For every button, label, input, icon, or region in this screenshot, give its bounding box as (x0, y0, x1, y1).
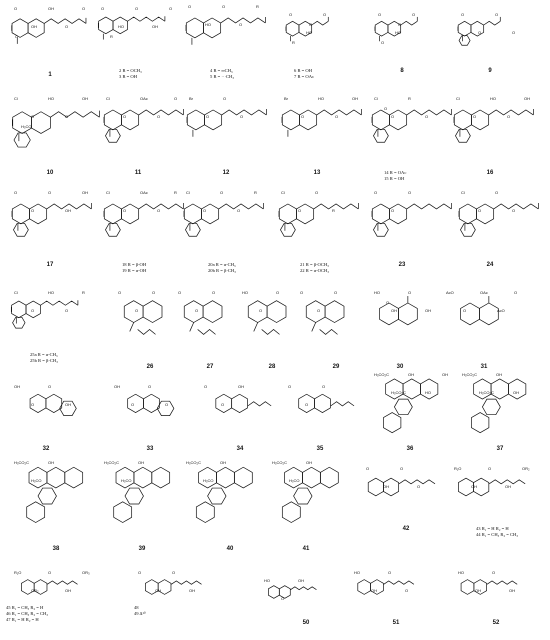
compound-number: 35 (316, 446, 324, 452)
atom-label: O (220, 190, 224, 195)
atom-label: O (65, 114, 69, 119)
compound-number: 34 (236, 446, 244, 452)
compound-number: 31 (480, 364, 488, 370)
atom-label: R₁O (454, 466, 462, 471)
atom-label: OH (114, 384, 120, 389)
atom-label: OH (220, 460, 226, 465)
compound-number: 52 (492, 620, 500, 626)
atom-label: OH (65, 208, 71, 213)
structure-c50 (258, 574, 346, 610)
structure-c31 (440, 286, 540, 348)
atom-label: O (123, 208, 127, 213)
atom-label: OH (371, 588, 377, 593)
atom-label: R (174, 190, 177, 195)
atom-label: O (221, 402, 225, 407)
atom-label: O (301, 114, 305, 119)
atom-label: O (157, 208, 161, 213)
structure-c42 (360, 462, 448, 512)
compound-number: 26 (146, 364, 154, 370)
atom-label: O (334, 290, 338, 295)
atom-label: O (298, 208, 302, 213)
compound-number: 10 (46, 170, 54, 176)
atom-label: H₃CO (203, 478, 214, 483)
compound-substituent-note: 21 R = β-OCH₃ (300, 262, 329, 267)
compound-number: 32 (42, 446, 50, 452)
atom-label: O (48, 384, 52, 389)
compound-number: 40 (226, 546, 234, 552)
atom-label: OH (48, 6, 54, 11)
atom-label: O (276, 290, 280, 295)
atom-label: O (223, 96, 227, 101)
atom-label: R (254, 190, 257, 195)
structure-c6 (283, 8, 345, 54)
atom-label: O (174, 96, 178, 101)
atom-label: Cl (461, 190, 465, 195)
atom-label: OH (524, 96, 530, 101)
atom-label: OH (48, 460, 54, 465)
atom-label: O (478, 30, 482, 35)
compound-substituent-note: 25a R = α-CH₃ (30, 352, 58, 357)
compound-number: 17 (46, 262, 54, 268)
atom-label: OH (408, 372, 414, 377)
atom-label: H₃CO₂C (186, 460, 201, 465)
atom-label: OH (505, 484, 511, 489)
atom-label: O (315, 190, 319, 195)
atom-label: H₃CO (31, 478, 42, 483)
compound-substituent-note: 20b R = β-CH₃ (208, 267, 236, 273)
atom-label: OR₂ (31, 588, 39, 593)
atom-label: Cl (14, 96, 18, 101)
atom-label: H₃CO₂C (104, 460, 119, 465)
compound-number: 16 (486, 170, 494, 176)
structure-c28 (236, 286, 298, 350)
atom-label: O (165, 402, 169, 407)
atom-label: O (222, 4, 226, 9)
atom-label: OH (509, 588, 515, 593)
atom-label: O (203, 208, 207, 213)
atom-label: O (386, 300, 390, 305)
atom-label: O (512, 208, 516, 213)
atom-label: O (412, 12, 416, 17)
compound-substituent-note: 22 R = α-OCH₃ (300, 267, 329, 273)
atom-label: O (135, 308, 139, 313)
compound-number: 37 (496, 446, 504, 452)
atom-label: HO (205, 22, 211, 27)
atom-label: O (152, 290, 156, 295)
atom-label: O (48, 190, 52, 195)
atom-label: O (335, 114, 339, 119)
compound-substituent-note: 2 R = OCH₃ (119, 68, 142, 73)
compound-substituent-note: 19 R = α-OH (122, 267, 147, 273)
atom-label: O (31, 308, 35, 313)
atom-label: OR₂ (522, 466, 530, 471)
atom-label: O (101, 6, 105, 11)
atom-label: O (300, 290, 304, 295)
compound-substituent-note: 45 R₁ = CH₃ R₂ = H (6, 605, 44, 610)
atom-label: O (463, 308, 467, 313)
atom-label: O (398, 22, 402, 27)
structure-c40 (180, 456, 272, 528)
atom-label: OH (496, 372, 502, 377)
compound-substituent-note: 7 R = OAc (294, 73, 315, 79)
atom-label: H₃CO (121, 478, 132, 483)
atom-label: O (204, 384, 208, 389)
structure-c17 (8, 186, 106, 248)
compound-number: 24 (486, 262, 494, 268)
atom-label: O (131, 402, 135, 407)
compound-number: 50 (302, 620, 310, 626)
atom-label: O (178, 290, 182, 295)
atom-label: HO (395, 30, 401, 35)
atom-label: O (495, 190, 499, 195)
structure-c14 (368, 92, 440, 154)
compound-substituent-note: 48 (134, 605, 139, 610)
atom-label: O (408, 190, 412, 195)
structure-c21 (275, 186, 367, 248)
atom-label: O (240, 114, 244, 119)
atom-label: O (507, 114, 511, 119)
atom-label: OH (391, 308, 397, 313)
structure-c8 (372, 8, 434, 54)
compound-substituent-note: 18 R = β-OH (122, 262, 147, 267)
atom-label: O (157, 114, 161, 119)
atom-label: OAc (140, 96, 148, 101)
atom-label: HO (306, 30, 312, 35)
structure-c1 (8, 2, 106, 60)
atom-label: OH (82, 96, 88, 101)
atom-label: O (391, 114, 395, 119)
atom-label: O (374, 190, 378, 195)
compound-number: 39 (138, 546, 146, 552)
atom-label: R (408, 96, 411, 101)
structure-c39 (98, 456, 188, 528)
atom-label: H₃CO (289, 478, 300, 483)
atom-label: OH (352, 96, 358, 101)
atom-label: O (391, 208, 395, 213)
atom-label: O (48, 570, 52, 575)
atom-label: OR₃ (82, 570, 90, 575)
compound-number: 8 (400, 68, 404, 74)
atom-label: O (118, 290, 122, 295)
atom-label: O (289, 12, 293, 17)
atom-label: O (309, 22, 313, 27)
atom-label: O (381, 40, 385, 45)
atom-label: R₁O (14, 570, 22, 575)
compound-substituent-note: 25b R = β-CH₃ (30, 357, 58, 363)
atom-label: O (259, 308, 263, 313)
atom-label: O (281, 596, 285, 601)
atom-label: HO (48, 290, 54, 295)
structure-c32 (8, 380, 108, 432)
atom-label: O (425, 114, 429, 119)
structure-c4 (182, 0, 274, 62)
compound-number: 38 (52, 546, 60, 552)
atom-label: O (514, 290, 518, 295)
structure-c45 (8, 566, 118, 608)
compound-number: 51 (392, 620, 400, 626)
atom-label: HO (354, 570, 360, 575)
atom-label: Cl (374, 96, 378, 101)
compound-substituent-note: 49 Δ¹⁰ (134, 610, 146, 616)
structure-c36 (368, 368, 456, 438)
compound-number: 29 (332, 364, 340, 370)
atom-label: O (239, 22, 243, 27)
structure-c29 (294, 286, 356, 350)
structure-c41 (266, 456, 358, 528)
atom-label: OH (189, 588, 195, 593)
atom-label: O (172, 570, 176, 575)
atom-label: HO (264, 578, 270, 583)
atom-label: O (15, 34, 19, 39)
atom-label: O (65, 24, 69, 29)
atom-label: O (169, 6, 173, 11)
atom-label: O (366, 466, 370, 471)
compound-number: 12 (222, 170, 230, 176)
atom-label: HO (318, 96, 324, 101)
atom-label: Cl (281, 190, 285, 195)
compound-number: 33 (146, 446, 154, 452)
compound-substituent-note: 46 R₁ = CH₃ R₂ = CH₃ (6, 610, 48, 616)
atom-label: O (495, 12, 499, 17)
structure-c35 (282, 380, 370, 432)
atom-label: O (188, 4, 192, 9)
atom-label: O (323, 12, 327, 17)
atom-label: O (212, 290, 216, 295)
compound-number: 28 (268, 364, 276, 370)
atom-label: OH (138, 460, 144, 465)
compound-number: 13 (313, 170, 321, 176)
atom-label: OH (31, 24, 37, 29)
atom-label: R (256, 4, 259, 9)
atom-label: OH (65, 588, 71, 593)
compound-number: 11 (134, 170, 142, 176)
atom-label: Br (189, 96, 193, 101)
structure-c23 (368, 186, 460, 248)
atom-label: H₃CO₂C (14, 460, 29, 465)
compound-number: 9 (488, 68, 492, 74)
compound-substituent-note: 3 R = OH (119, 73, 138, 79)
atom-label: HO (425, 390, 431, 395)
compound-substituent-note: 15 R = OH (384, 175, 405, 181)
atom-label: O (288, 384, 292, 389)
atom-label: O (322, 384, 326, 389)
compound-substituent-note: 5 R = ···CH₃ (210, 73, 234, 79)
atom-label: O (478, 208, 482, 213)
compound-number: 36 (406, 446, 414, 452)
structure-c24 (455, 186, 545, 248)
atom-label: OH (471, 484, 477, 489)
atom-label: HO (374, 290, 380, 295)
structure-c37 (456, 368, 544, 438)
structure-c12 (183, 92, 275, 154)
atom-label: OAc (480, 290, 488, 295)
atom-label: O (31, 402, 35, 407)
atom-label: H₃CO₂C (272, 460, 287, 465)
atom-label: O (405, 588, 409, 593)
atom-label: O (461, 12, 465, 17)
atom-label: O (417, 484, 421, 489)
atom-label: O (408, 290, 412, 295)
atom-label: O (237, 208, 241, 213)
atom-label: OH (306, 460, 312, 465)
atom-label: O (14, 6, 18, 11)
atom-label: O (123, 114, 127, 119)
atom-label: H₃CO (21, 124, 32, 129)
structure-c48 (132, 566, 242, 608)
atom-label: H₃CO₂C (374, 372, 389, 377)
compound-number: 42 (402, 526, 410, 532)
compound-number: 23 (398, 262, 406, 268)
atom-label: HO (490, 96, 496, 101)
structure-c26 (112, 286, 174, 350)
atom-label: Cl (456, 96, 460, 101)
structure-c38 (8, 456, 108, 528)
atom-label: HO (458, 570, 464, 575)
atom-label: Cl (14, 290, 18, 295)
structure-c34 (198, 380, 290, 432)
atom-label: Cl (186, 190, 190, 195)
atom-label: OH (513, 390, 519, 395)
atom-label: O (512, 30, 516, 35)
atom-label: O (31, 114, 35, 119)
atom-label: O (488, 466, 492, 471)
atom-label: H₃CO₂C (462, 372, 477, 377)
atom-label: O (400, 466, 404, 471)
atom-label: OH (82, 190, 88, 195)
atom-label: O (31, 208, 35, 213)
atom-label: HO (48, 96, 54, 101)
atom-label: OH (238, 384, 244, 389)
compound-substituent-note: 47 R₁ = H R₂ = H (6, 616, 39, 622)
structure-c52 (452, 566, 538, 608)
atom-label: O (305, 402, 309, 407)
atom-label: OH (383, 484, 389, 489)
compound-number: 1 (48, 72, 52, 78)
atom-label: HO (118, 24, 124, 29)
structure-c11 (100, 92, 190, 154)
atom-label: AcO (497, 308, 505, 313)
structure-c25 (8, 286, 106, 338)
atom-label: O (138, 570, 142, 575)
atom-label: OH (152, 24, 158, 29)
atom-label: O (206, 114, 210, 119)
structure-c18 (100, 186, 190, 248)
atom-label: H₃CO₂C (391, 390, 406, 395)
compound-number: 30 (396, 364, 404, 370)
atom-label: OH (442, 372, 448, 377)
structure-c30 (368, 286, 438, 348)
atom-label: AcO (446, 290, 454, 295)
structure-c43 (448, 462, 548, 512)
structure-c13 (278, 92, 370, 154)
atom-label: O (135, 6, 139, 11)
atom-label: O (388, 570, 392, 575)
compound-substituent-note: 44 R₁ = CH₃ R₂ = CH₃ (476, 531, 518, 537)
atom-label: OAc (140, 190, 148, 195)
structure-c2 (95, 2, 185, 54)
atom-label: O (384, 106, 388, 111)
structure-c27 (172, 286, 234, 350)
atom-label: OH (65, 402, 71, 407)
atom-label: O (195, 308, 199, 313)
atom-label: O (65, 308, 69, 313)
structure-c10 (8, 92, 100, 160)
atom-label: O (492, 570, 496, 575)
atom-label: O (378, 12, 382, 17)
compound-substituent-note: 14 R = OAc (384, 170, 407, 175)
atom-label: O (317, 308, 321, 313)
atom-label: R (82, 290, 85, 295)
atom-label: H₃CO₂C (479, 390, 494, 395)
atom-label: OH (14, 384, 20, 389)
structure-c9 (455, 8, 525, 54)
atom-label: R (332, 208, 335, 213)
atom-label: O (82, 6, 86, 11)
atom-label: OH (298, 578, 304, 583)
atom-label: OH (425, 308, 431, 313)
structure-c33 (108, 380, 200, 432)
compound-substituent-note: 43 R₁ = H R₂ = H (476, 526, 509, 531)
atom-label: Br (284, 96, 288, 101)
atom-label: O (148, 384, 152, 389)
atom-label: Cl (106, 96, 110, 101)
atom-label: HO (242, 290, 248, 295)
atom-label: OH (155, 588, 161, 593)
atom-label: R (110, 34, 113, 39)
atom-label: OH (475, 588, 481, 593)
compound-substituent-note: 6 R = OH (294, 68, 313, 73)
atom-label: Cl (106, 190, 110, 195)
compound-substituent-note: 20a R = α-CH₃ (208, 262, 236, 267)
compound-substituent-note: 4 R = ═CH₃ (210, 68, 233, 73)
structure-c16 (450, 92, 545, 154)
structure-c20 (180, 186, 278, 248)
atom-label: R (292, 40, 295, 45)
atom-label: O (14, 190, 18, 195)
atom-label: O (473, 114, 477, 119)
compound-number: 27 (206, 364, 214, 370)
structure-c51 (348, 566, 438, 608)
compound-number: 41 (302, 546, 310, 552)
